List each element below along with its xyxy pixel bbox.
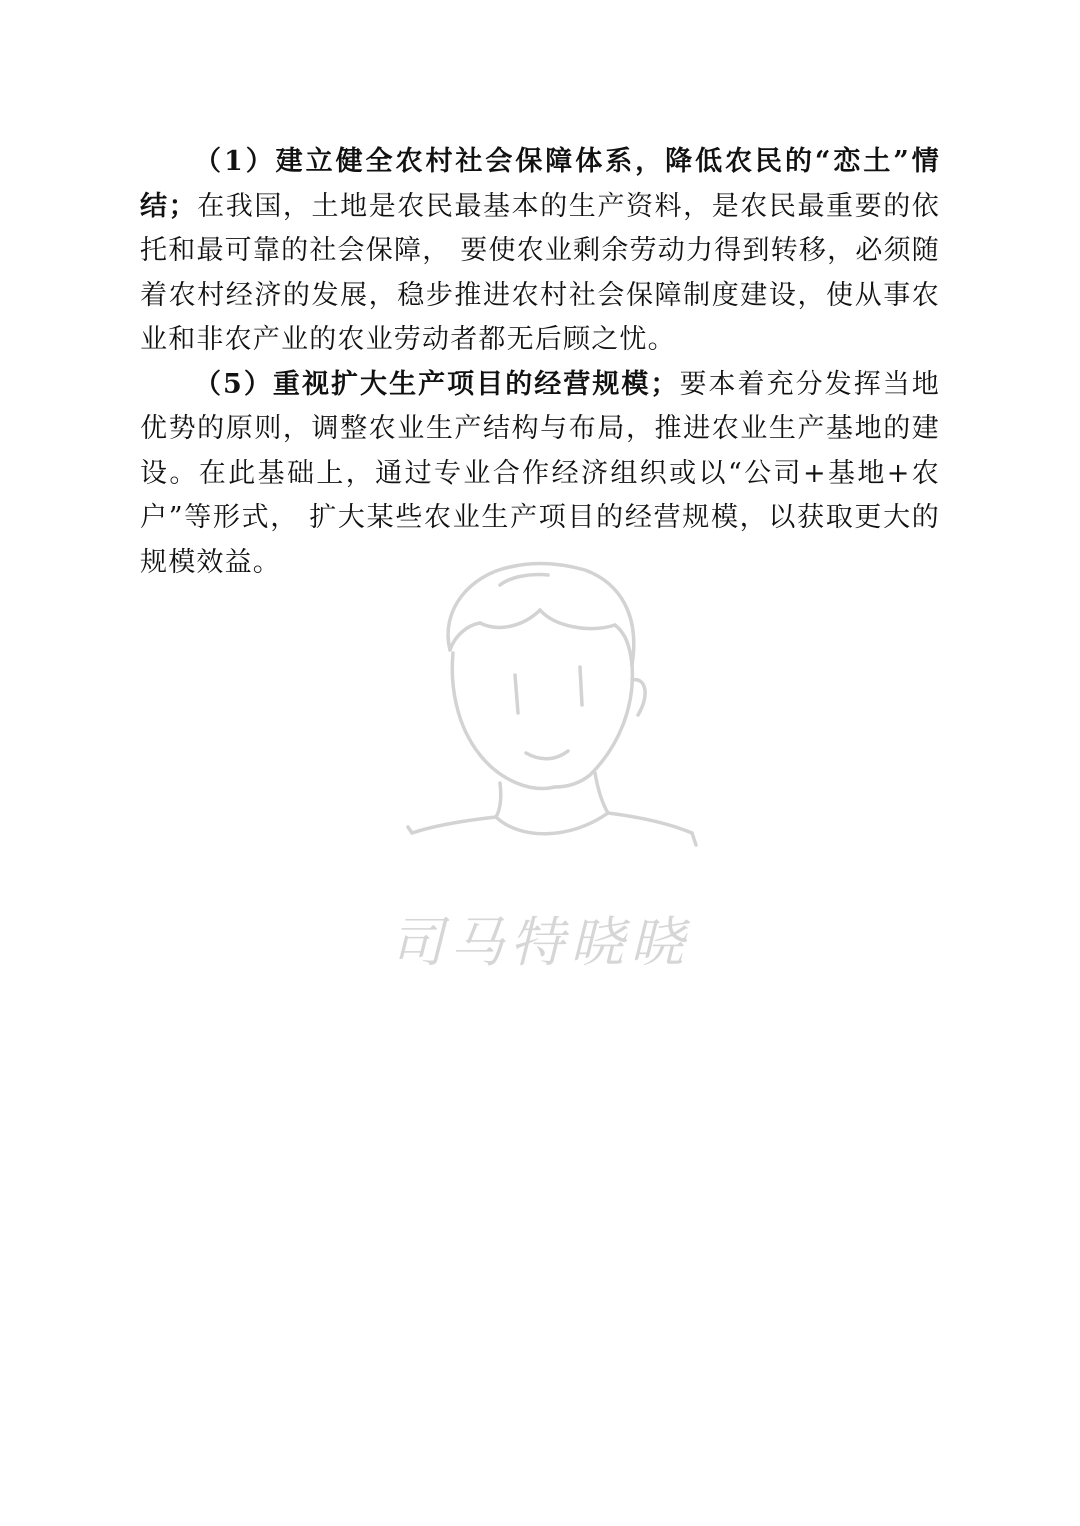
document-body: [140, 140, 940, 585]
paragraph-1: [140, 140, 940, 363]
watermark-signature: 司马特晓晓: [390, 911, 690, 974]
watermark: [350, 555, 730, 995]
paragraph-5-heading-text: 重视扩大生产项目的经营规模；: [272, 368, 679, 400]
paragraph-1-heading-text: 建立健全农村社会保障体系，降低农民的“恋土”情结；: [140, 146, 940, 222]
paragraph-1-body: 在我国，土地是农民最基本的生产资料，是农民最重要的依托和最可靠的社会保障， 要使农业剩余劳动力得到转移，必须随着农村经济的发展，稳步推进农村社会保障制度建设，使从事农业和非农产业的农业劳动者都无后顾之忧。: [140, 190, 941, 355]
paragraph-5: [140, 363, 940, 586]
paragraph-5-body: 要本着充分发挥当地优势的原则，调整农业生产结构与布局，推进农业生产基地的建设。在此基础上，通过专业合作经济组织或以“公司+基地+农户”等形式， 扩大某些农业生产项目的经营规模，以获取更大的规模效益。: [140, 368, 940, 578]
paragraph-5-heading: [194, 369, 679, 400]
paragraph-1-prefix: （1）: [194, 146, 276, 177]
watermark-avatar-sketch: [350, 555, 730, 855]
paragraph-5-prefix: （5）: [194, 368, 273, 400]
